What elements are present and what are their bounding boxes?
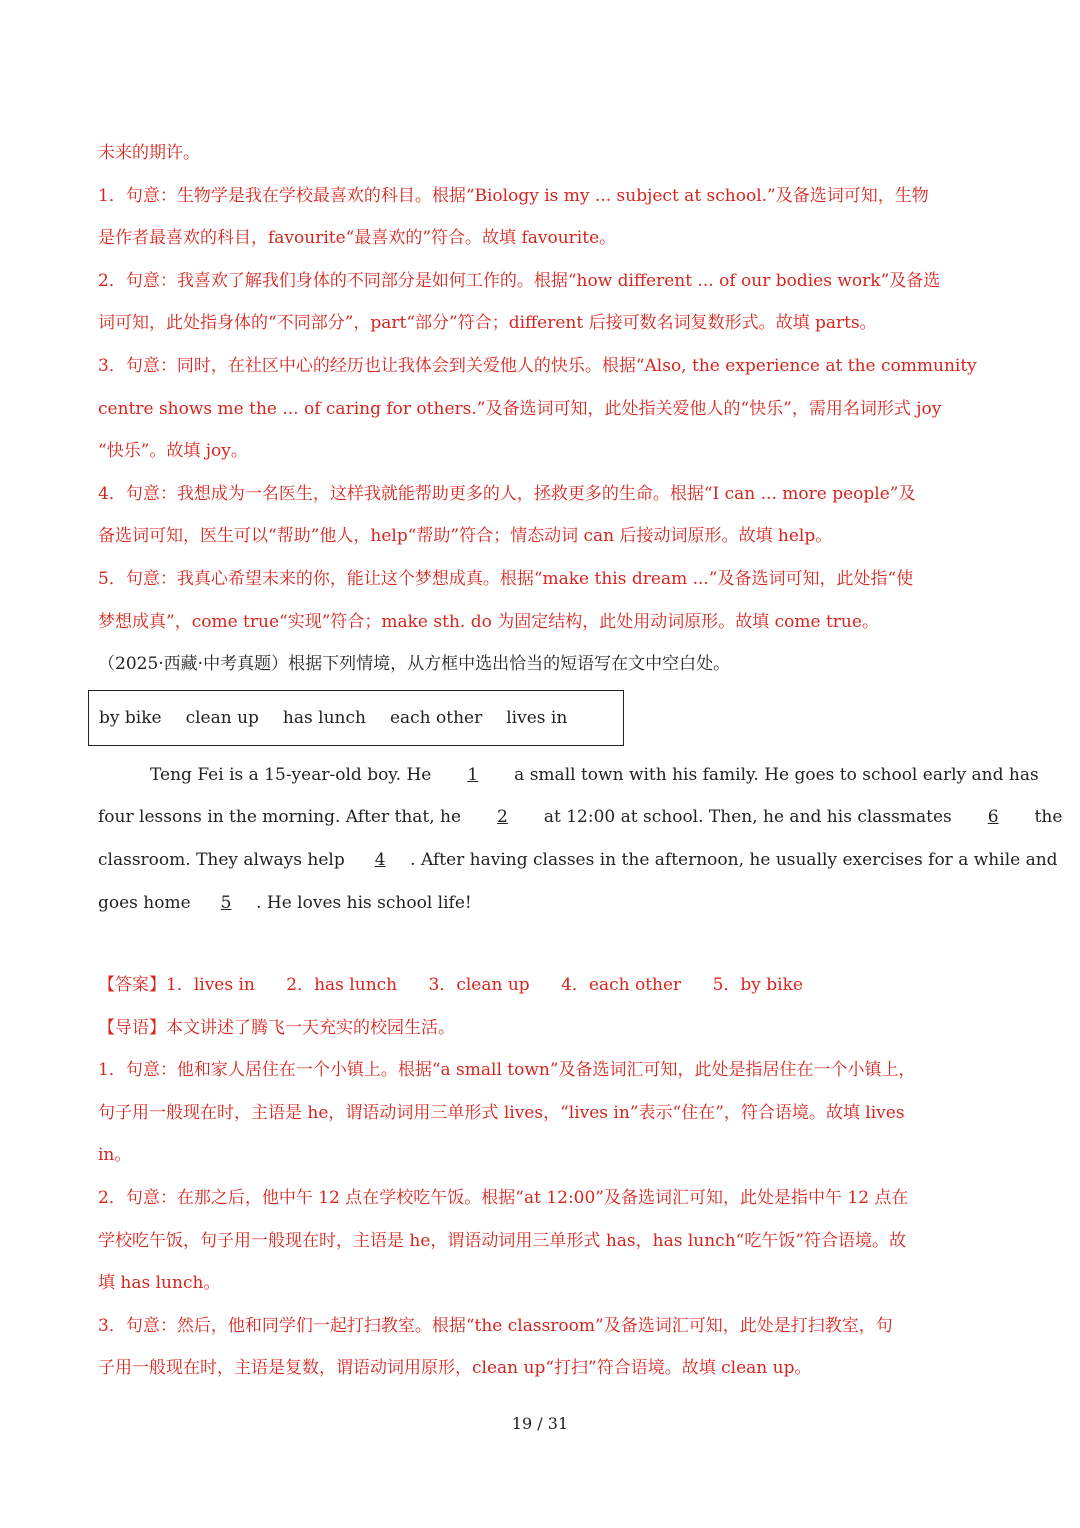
blank-4: 4 [374,849,386,870]
explanation-item-1 [98,175,984,260]
analysis-line: 填 has lunch。 [98,1273,221,1294]
passage-text: the [1034,807,1063,828]
option-phrase: has lunch [282,707,366,728]
analysis-line: in。 [98,1145,132,1166]
blank-3: 6 [987,807,999,828]
analysis-line: 3．句意：然后，他和同学们一起打扫教室。根据“the classroom”及备选词汇可知，此处是打扫教室，句 [98,1315,893,1336]
explanation-item-4 [98,473,984,558]
blank-1: 1 [467,764,479,785]
explanation-line: 是作者最喜欢的科目，favourite“最喜欢的”符合。故填 favourite。 [98,228,617,249]
passage-text: goes home [98,892,191,913]
explanation-line: centre shows me the ... of caring for others.”及备选词可知，此处指关爱他人的“快乐”，需用名词形式 joy [98,398,942,419]
blank-5: 5 [220,892,232,913]
answer-item: 4．each other [561,975,682,996]
passage-line [98,754,1039,797]
explanation-line: 梦想成真”，come true“实现”符合；make sth. do 为固定结构，此处用动词原形。故填 come true。 [98,611,879,632]
passage-text: at 12:00 at school. Then, he and his classmates [543,807,952,828]
passage-text: a small town with his family. He goes to school early and has [514,764,1039,785]
analysis-item-1 [98,1049,984,1177]
explanation-item-3 [98,345,984,473]
option-phrase: clean up [185,707,259,728]
analysis-line: 2．句意：在那之后，他中午 12 点在学校吃午饭。根据“at 12:00”及备选词汇可知，此处是指中午 12 点在 [98,1188,909,1209]
explanation-line: 3．句意：同时，在社区中心的经历也让我体会到关爱他人的快乐。根据“Also, the experience at the community [98,355,977,376]
analysis-line: 子用一般现在时，主语是复数，谓语动词用原形，clean up“打扫”符合语境。故填 clean up。 [98,1358,812,1379]
analysis-line: 句子用一般现在时，主语是 he，谓语动词用三单形式 lives，“lives in”表示“住在”，符合语境。故填 lives [98,1102,905,1123]
passage-text: four lessons in the morning. After that, he [98,807,462,828]
answer-item: 1．lives in [166,975,255,996]
passage-text: Teng Fei is a 15-year-old boy. He [150,764,432,785]
passage [98,754,1063,924]
previous-explanation-tail: 未来的期许。 [98,143,200,163]
page-content [98,132,1063,1390]
answer-item: 3．clean up [428,975,530,996]
explanation-line: 2．句意：我喜欢了解我们身体的不同部分是如何工作的。根据“how different ... of our bodies work”及备选 [98,270,941,291]
explanation-line: 备选词可知，医生可以“帮助”他人，help“帮助”符合；情态动词 can 后接动词原形。故填 help。 [98,526,833,547]
question-instruction: （2025·西藏·中考真题）根据下列情境，从方框中选出恰当的短语写在文中空白处。 [98,654,731,675]
explanation-item-2 [98,260,984,345]
answer-label: 【答案】 [98,975,166,996]
guide-text: 本文讲述了腾飞一天充实的校园生活。 [166,1017,455,1038]
analysis-line: 1．句意：他和家人居住在一个小镇上。根据“a small town”及备选词汇可知，此处是指居住在一个小镇上， [98,1060,916,1081]
answer-item: 5．by bike [712,975,803,996]
passage-line [98,882,984,925]
explanation-item-5 [98,558,984,643]
passage-text: . After having classes in the afternoon, he usually exercises for a while and [410,849,1058,870]
analysis-item-2 [98,1177,984,1305]
explanation-line: 词可知，此处指身体的“不同部分”，part“部分”符合；different 后接可数名词复数形式。故填 parts。 [98,313,877,334]
passage-text: . He loves his school life! [256,892,472,913]
guide-label: 【导语】 [98,1017,166,1038]
answer-line [98,964,984,1007]
explanation-line: 1．句意：生物学是我在学校最喜欢的科目。根据“Biology is my ... subject at school.”及备选词可知，生物 [98,185,929,206]
blank-2: 2 [497,807,508,828]
explanation-line: 5．句意：我真心希望未来的你，能让这个梦想成真。根据“make this dream ...”及备选词可知，此处指“使 [98,568,914,589]
explanation-line: 4．句意：我想成为一名医生，这样我就能帮助更多的人，拯救更多的生命。根据“I can ... more people”及 [98,483,916,504]
passage-text: classroom. They always help [98,849,345,870]
page-number: 19 / 31 [511,1414,569,1433]
guide-line [98,1007,984,1050]
passage-line [98,839,1058,882]
passage-line [98,796,1063,839]
answer-item: 2．has lunch [286,975,398,996]
analysis-line: 学校吃午饭，句子用一般现在时，主语是 he，谓语动词用三单形式 has，has lunch“吃午饭”符合语境。故 [98,1230,907,1251]
options-box [88,690,624,746]
explanation-line: “快乐”。故填 joy。 [98,441,248,462]
analysis-item-3 [98,1305,984,1390]
option-phrase: by bike [99,707,162,728]
spacer [98,924,984,964]
option-phrase: lives in [506,707,568,728]
option-phrase: each other [389,707,483,728]
